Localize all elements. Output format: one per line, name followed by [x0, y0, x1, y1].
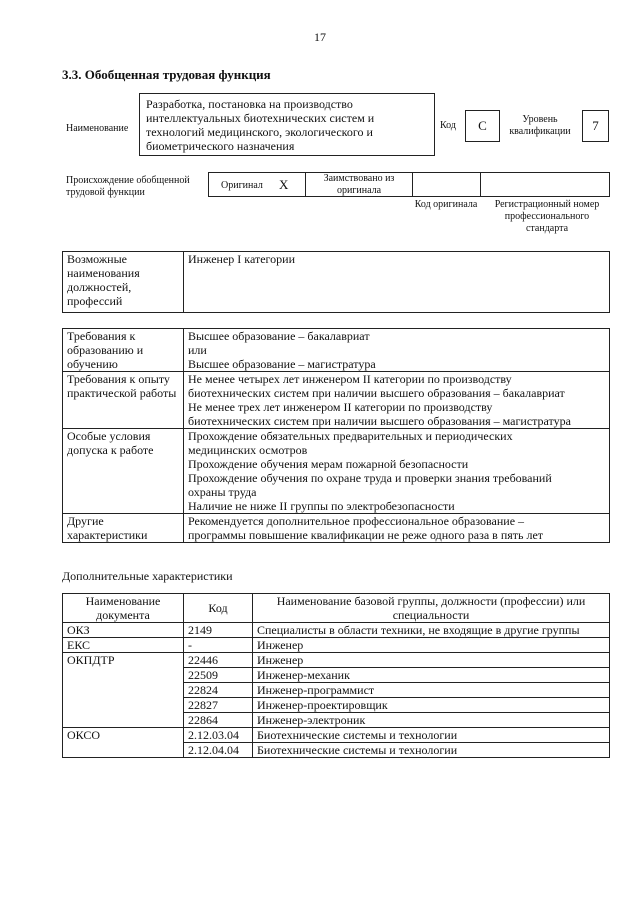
additional-title: Дополнительные характеристики	[62, 569, 233, 583]
requirement-line: Не менее четырех лет инженером II категории по производству	[188, 372, 512, 386]
original-label: Оригинал	[221, 180, 263, 191]
requirement-line: Высшее образование – магистратура	[188, 357, 376, 371]
header-name: Наименование базовой группы, должности (профессии) или специальности	[253, 594, 610, 623]
requirement-row	[63, 372, 610, 429]
requirement-value	[184, 329, 610, 372]
level-value: 7	[592, 118, 599, 133]
requirement-value	[184, 514, 610, 543]
positions-table	[62, 251, 610, 313]
function-name-value: Разработка, постановка на производство интеллектуальных биотехнических систем и технологий медицинского, экологического и биометрического назначения	[146, 97, 375, 153]
requirement-row	[63, 514, 610, 543]
code-cell: 2.12.03.04	[184, 728, 253, 743]
name-cell: Биотехнические системы и технологии	[253, 743, 610, 758]
requirement-line: биотехнических систем при наличии высшего образования – магистратура	[188, 414, 571, 428]
name-cell: Инженер-программист	[253, 683, 610, 698]
original-mark: X	[279, 177, 289, 192]
table-row	[63, 623, 610, 638]
requirement-line: Прохождение обучения по охране труда и проверки знания требований	[188, 471, 552, 485]
code-cell: 22509	[184, 668, 253, 683]
requirement-line: биотехнических систем при наличии высшего образования – бакалавриат	[188, 386, 565, 400]
document-cell: ОКПДТР	[63, 653, 184, 728]
requirement-label: Требования к образованию и обучению	[63, 329, 184, 372]
code-box	[465, 110, 500, 142]
code-cell: -	[184, 638, 253, 653]
page-number: 17	[314, 30, 326, 44]
code-cell: 2.12.04.04	[184, 743, 253, 758]
name-cell: Инженер-механик	[253, 668, 610, 683]
name-label: Наименование	[66, 123, 129, 134]
code-value: С	[478, 118, 487, 133]
code-label: Код	[440, 120, 456, 131]
table-row	[63, 638, 610, 653]
header-document: Наименование документа	[63, 594, 184, 623]
reg-number-caption: Регистрационный номер профессионального стандарта	[494, 199, 600, 234]
requirement-label: Особые условия допуска к работе	[63, 429, 184, 514]
requirement-line: Рекомендуется дополнительное профессиональное образование –	[188, 514, 525, 528]
requirements-table	[62, 328, 610, 543]
document-cell: ЕКС	[63, 638, 184, 653]
header-code: Код	[184, 594, 253, 623]
requirement-line: Прохождение обучения мерам пожарной безопасности	[188, 457, 469, 471]
code-cell: 22446	[184, 653, 253, 668]
level-box	[582, 110, 609, 142]
table-row	[63, 653, 610, 668]
requirement-line: Прохождение обязательных предварительных и периодических	[188, 429, 513, 443]
code-cell: 2149	[184, 623, 253, 638]
requirement-label: Другие характеристики	[63, 514, 184, 543]
name-cell: Инженер-проектировщик	[253, 698, 610, 713]
requirement-value	[184, 372, 610, 429]
requirement-row	[63, 329, 610, 372]
document-cell: ОКЗ	[63, 623, 184, 638]
requirement-line: Не менее трех лет инженером II категории по производству	[188, 400, 493, 414]
origin-table	[208, 172, 610, 197]
origin-label: Происхождение обобщенной трудовой функции	[66, 175, 190, 198]
level-label: Уровень квалификации	[509, 114, 571, 137]
function-name-box	[139, 93, 435, 156]
name-cell: Инженер	[253, 653, 610, 668]
positions-value: Инженер I категории	[184, 252, 610, 313]
requirement-line: программы повышение квалификации не реже одного раза в пять лет	[188, 528, 544, 542]
code-cell: 22827	[184, 698, 253, 713]
name-cell: Инженер	[253, 638, 610, 653]
requirement-value	[184, 429, 610, 514]
requirement-line: охраны труда	[188, 485, 257, 499]
requirement-row	[63, 429, 610, 514]
requirement-line: Наличие не ниже II группы по электробезопасности	[188, 499, 455, 513]
name-cell: Специалисты в области техники, не входящие в другие группы	[253, 623, 610, 638]
table-row	[63, 728, 610, 743]
positions-label: Возможные наименования должностей, профессий	[63, 252, 184, 313]
name-cell: Инженер-электроник	[253, 713, 610, 728]
requirement-label: Требования к опыту практической работы	[63, 372, 184, 429]
code-original-caption: Код оригинала	[414, 199, 478, 210]
section-title: 3.3. Обобщенная трудовая функция	[62, 67, 271, 82]
document-cell: ОКСО	[63, 728, 184, 758]
requirement-line: или	[188, 343, 207, 357]
name-cell: Биотехнические системы и технологии	[253, 728, 610, 743]
requirement-line: медицинских осмотров	[188, 443, 308, 457]
code-cell: 22824	[184, 683, 253, 698]
code-cell: 22864	[184, 713, 253, 728]
requirement-line: Высшее образование – бакалавриат	[188, 329, 370, 343]
borrowed-label: Заимствовано из оригинала	[323, 172, 395, 196]
additional-table	[62, 593, 610, 758]
